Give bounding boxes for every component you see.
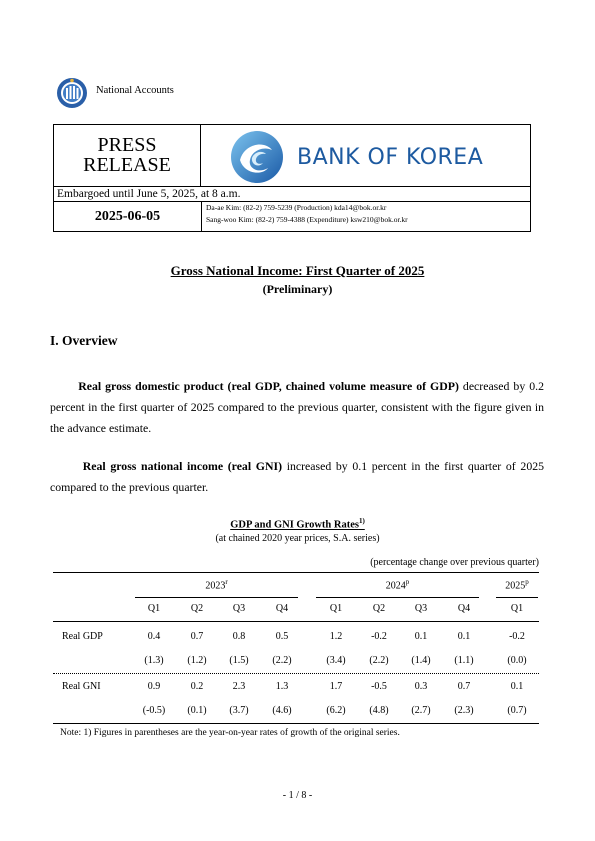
paragraph-gni-text: increased by 0.1 percent in the first quarter of 2025 compared to the previous quarter.	[50, 459, 545, 494]
gni-yoy-cell: (4.8)	[369, 705, 389, 716]
section-heading: I. Overview	[50, 333, 118, 348]
contact-line-1: Da-ae Kim: (82-2) 759-5239 (Production) kda14@bok.or.kr	[206, 203, 387, 212]
page-number: - 1 / 8 -	[282, 790, 313, 801]
contact-line-2: Sang-woo Kim: (82-2) 759-4388 (Expenditure) ksw210@bok.or.kr	[206, 215, 408, 224]
gdp-value-cell: -0.2	[509, 631, 525, 642]
gdp-value-cell: 0.1	[457, 631, 471, 642]
gni-yoy-cell: (0.7)	[507, 705, 527, 716]
gni-value-cell: 0.3	[414, 681, 428, 692]
group-2024-year: 2024	[385, 580, 406, 592]
group-2025-sup: p	[525, 578, 529, 586]
table-top-rule	[53, 572, 539, 573]
gdp-yoy-cell: (1.4)	[411, 655, 431, 666]
gni-value-cell: 0.2	[190, 681, 204, 692]
table-header-rule	[53, 621, 539, 622]
group-2023-year: 2023	[205, 580, 226, 592]
gdp-yoy-cell: (3.4)	[326, 655, 346, 666]
row-label-gdp: Real GDP	[62, 631, 103, 642]
gni-value-cell: 1.7	[329, 681, 343, 692]
section-label: National Accounts	[96, 85, 174, 96]
paragraph-gdp	[50, 376, 544, 439]
gni-value-cell: 0.1	[510, 681, 524, 692]
gni-yoy-cell: (0.1)	[187, 705, 207, 716]
row-label-gni: Real GNI	[62, 681, 101, 692]
quarter-header-cell: Q1	[510, 603, 524, 614]
group-rule-2023	[135, 597, 298, 598]
press-release-box	[53, 124, 531, 232]
quarter-header-cell: Q4	[457, 603, 471, 614]
paragraph-gdp-bold: Real gross domestic product (real GDP, chained volume measure of GDP)	[78, 379, 459, 393]
table-row-divider	[53, 673, 539, 674]
gni-yoy-cell: (4.6)	[272, 705, 292, 716]
gni-yoy-cell: (6.2)	[326, 705, 346, 716]
press-label-line1: PRESS	[97, 134, 157, 156]
document-title: Gross National Income: First Quarter of 2025	[170, 263, 425, 278]
gdp-yoy-cell: (1.3)	[144, 655, 164, 666]
table-subtitle: (at chained 2020 year prices, S.A. series)	[215, 533, 380, 544]
gdp-value-cell: 0.1	[414, 631, 428, 642]
gdp-value-cell: 1.2	[329, 631, 343, 642]
gdp-yoy-cell: (2.2)	[272, 655, 292, 666]
group-2024-sup: p	[405, 578, 410, 586]
gni-value-cell: 0.7	[457, 681, 471, 692]
group-2024	[316, 578, 479, 591]
group-2025	[496, 578, 538, 591]
gdp-yoy-cell: (1.2)	[187, 655, 207, 666]
contact-info	[206, 202, 408, 226]
quarter-header-cell: Q1	[147, 603, 161, 614]
group-rule-2025	[496, 597, 538, 598]
bank-of-korea-logo-icon	[230, 130, 284, 184]
gdp-value-cell: 0.8	[232, 631, 246, 642]
press-release-label	[54, 125, 201, 186]
release-date: 2025-06-05	[54, 202, 202, 231]
gni-value-cell: 2.3	[232, 681, 246, 692]
paragraph-gni-bold: Real gross national income (real GNI)	[82, 459, 283, 473]
gni-yoy-cell: (3.7)	[229, 705, 249, 716]
gdp-yoy-cell: (0.0)	[507, 655, 527, 666]
paragraph-gdp-text: decreased by 0.2 percent in the first quarter of 2025 compared to the previous quarter, consistent with the figure given in the advance estimate.	[50, 379, 545, 435]
gni-value-cell: 0.9	[147, 681, 161, 692]
quarter-header-cell: Q4	[275, 603, 289, 614]
gni-value-cell: 1.3	[275, 681, 289, 692]
gdp-value-cell: 0.4	[147, 631, 161, 642]
gdp-value-cell: -0.2	[371, 631, 387, 642]
gdp-value-cell: 0.7	[190, 631, 204, 642]
gni-yoy-cell: (-0.5)	[142, 705, 166, 716]
quarter-header-cell: Q1	[329, 603, 343, 614]
bok-seal-icon	[56, 77, 88, 109]
gdp-yoy-cell: (1.1)	[454, 655, 474, 666]
group-2023	[135, 578, 298, 591]
table-note: Note: 1) Figures in parentheses are the year-on-year rates of growth of the original series.	[60, 728, 400, 738]
table-title	[0, 517, 595, 531]
group-2025-year: 2025	[505, 580, 526, 592]
press-label-line2: RELEASE	[83, 154, 171, 176]
bank-logo-cell	[202, 125, 530, 186]
embargo-notice: Embargoed until June 5, 2025, at 8 a.m.	[54, 186, 530, 202]
quarter-header-cell: Q3	[414, 603, 428, 614]
quarter-header-cell: Q3	[232, 603, 246, 614]
group-rule-2024	[316, 597, 479, 598]
group-2023-sup: r	[225, 578, 228, 586]
paragraph-gni	[50, 456, 544, 498]
gni-value-cell: -0.5	[371, 681, 387, 692]
bank-name: BANK OF KOREA	[297, 145, 484, 170]
quarter-header-cell: Q2	[372, 603, 386, 614]
gdp-yoy-cell: (2.2)	[369, 655, 389, 666]
table-bottom-rule	[53, 723, 539, 724]
gni-yoy-cell: (2.3)	[454, 705, 474, 716]
quarter-header-cell: Q2	[190, 603, 204, 614]
table-title-text: GDP and GNI Growth Rates	[230, 519, 359, 531]
table-unit: (percentage change over previous quarter)	[370, 557, 539, 568]
gdp-value-cell: 0.5	[275, 631, 289, 642]
document-subtitle: (Preliminary)	[262, 282, 333, 296]
gni-yoy-cell: (2.7)	[411, 705, 431, 716]
table-title-footnote: 1)	[358, 517, 365, 525]
gdp-yoy-cell: (1.5)	[229, 655, 249, 666]
